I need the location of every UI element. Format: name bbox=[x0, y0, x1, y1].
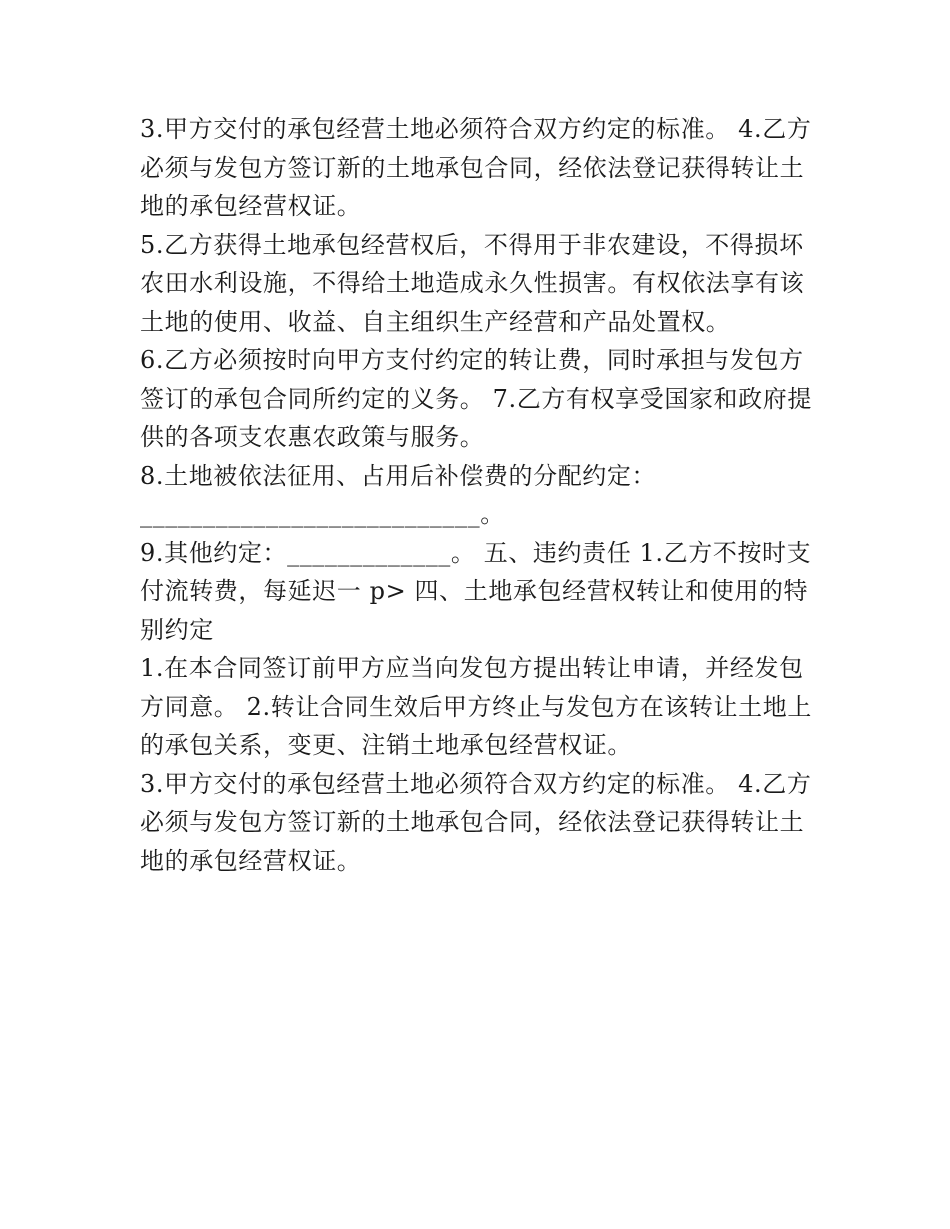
paragraph-blank-line: ___________________________。 bbox=[140, 500, 505, 528]
paragraph-clause-8: 8.土地被依法征用、占用后补偿费的分配约定： bbox=[140, 461, 657, 490]
paragraph-special-clause-3-4: 3.甲方交付的承包经营土地必须符合双方约定的标准。 4.乙方必须与发包方签订新的土地承包合同，经依法登记获得转让土地的承包经营权证。 bbox=[140, 769, 812, 875]
paragraph-clause-6-7: 6.乙方必须按时向甲方支付约定的转让费，同时承担与发包方签订的承包合同所约定的义务。 7.乙方有权享受国家和政府提供的各项支农惠农政策与服务。 bbox=[140, 346, 812, 451]
paragraph-clause-3-4: 3.甲方交付的承包经营土地必须符合双方约定的标准。 4.乙方必须与发包方签订新的土地承包合同，经依法登记获得转让土地的承包经营权证。 bbox=[140, 115, 812, 220]
paragraph-clause-9: 9.其他约定：_____________。 五、违约责任 1.乙方不按时支付流转费，每延迟一 p> 四、土地承包经营权转让和使用的特别约定 bbox=[140, 538, 812, 644]
paragraph-clause-5: 5.乙方获得土地承包经营权后，不得用于非农建设，不得损坏农田水利设施，不得给土地造成永久性损害。有权依法享有该土地的使用、收益、自主组织生产经营和产品处置权。 bbox=[140, 230, 805, 336]
paragraph-special-clause-1-2: 1.在本合同签订前甲方应当向发包方提出转让申请，并经发包方同意。 2.转让合同生效后甲方终止与发包方在该转让土地上的承包关系，变更、注销土地承包经营权证。 bbox=[140, 654, 812, 759]
document-page bbox=[140, 110, 820, 880]
